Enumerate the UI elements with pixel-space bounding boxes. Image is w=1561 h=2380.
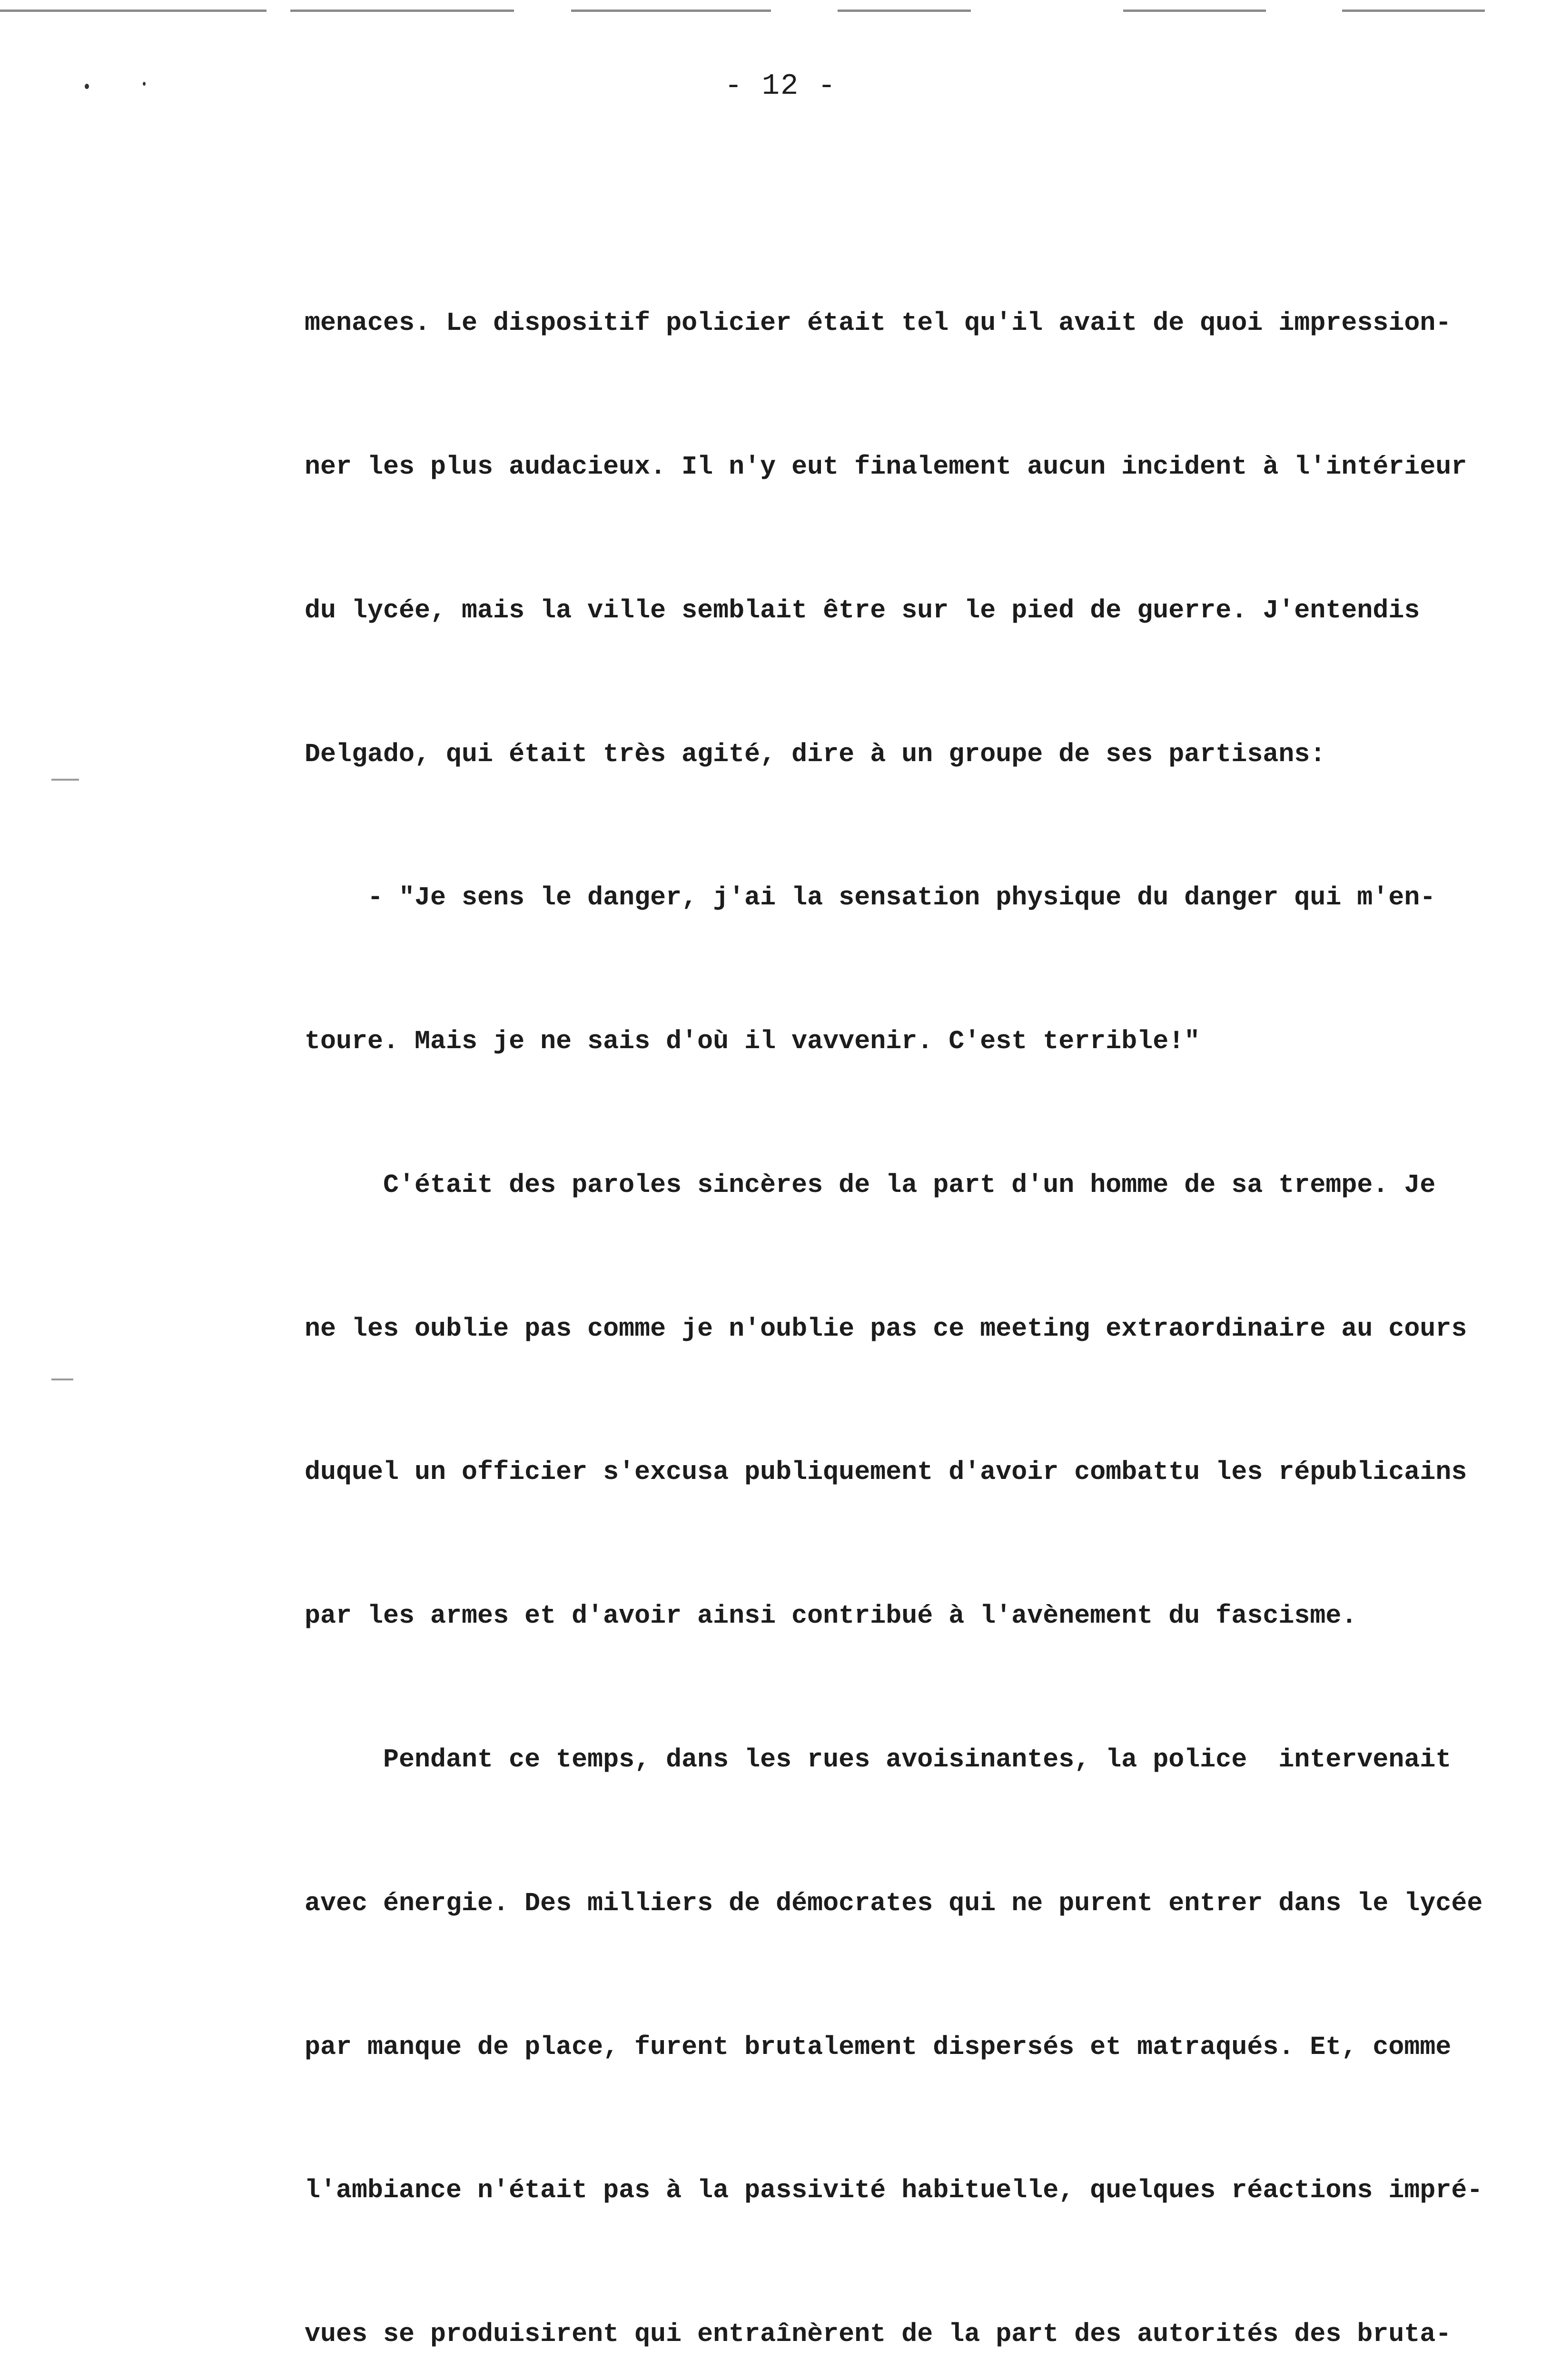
top-edge-rule — [838, 10, 971, 12]
text-line: par les armes et d'avoir ainsi contribué à l'avènement du fascisme. — [305, 1601, 1357, 1631]
text-line: avec énergie. Des milliers de démocrates qui ne purent entrer dans le lycée — [305, 1888, 1483, 1918]
top-edge-rule — [1123, 10, 1266, 12]
text-line: ne les oublie pas comme je n'oublie pas ce meeting extraordinaire au cours — [305, 1313, 1467, 1344]
top-edge-rule — [290, 10, 514, 12]
page-number: - 12 - — [724, 69, 837, 103]
text-line: l'ambiance n'était pas à la passivité habituelle, quelques réactions impré- — [305, 2175, 1483, 2206]
binding-mark — [51, 779, 79, 781]
text-line: par manque de place, furent brutalement dispersés et matraqués. Et, comme — [305, 2032, 1452, 2062]
text-line: ner les plus audacieux. Il n'y eut finalement aucun incident à l'intérieur — [305, 451, 1467, 482]
top-edge-rule — [0, 10, 267, 12]
text-line: du lycée, mais la ville semblait être sur le pied de guerre. J'entendis — [305, 595, 1420, 625]
binding-mark — [51, 1378, 73, 1380]
text-line: vues se produisirent qui entraînèrent de la part des autorités des bruta- — [305, 2319, 1452, 2350]
text-line: Pendant ce temps, dans les rues avoisinantes, la police intervenait — [305, 1745, 1452, 1775]
top-edge-rule — [1342, 10, 1485, 12]
top-edge-rule — [571, 10, 771, 12]
text-line: Delgado, qui était très agité, dire à un groupe de ses partisans: — [305, 739, 1326, 769]
text-line: toure. Mais je ne sais d'où il vavvenir. C'est terrible!" — [305, 1026, 1200, 1057]
body-text — [305, 204, 1547, 2380]
text-line: - "Je sens le danger, j'ai la sensation physique du danger qui m'en- — [305, 883, 1436, 913]
text-line: C'était des paroles sincères de la part d'un homme de sa trempe. Je — [305, 1170, 1436, 1200]
text-line: duquel un officier s'excusa publiquement d'avoir combattu les républicains — [305, 1457, 1467, 1488]
text-line: menaces. Le dispositif policier était tel qu'il avait de quoi impression- — [305, 308, 1452, 338]
